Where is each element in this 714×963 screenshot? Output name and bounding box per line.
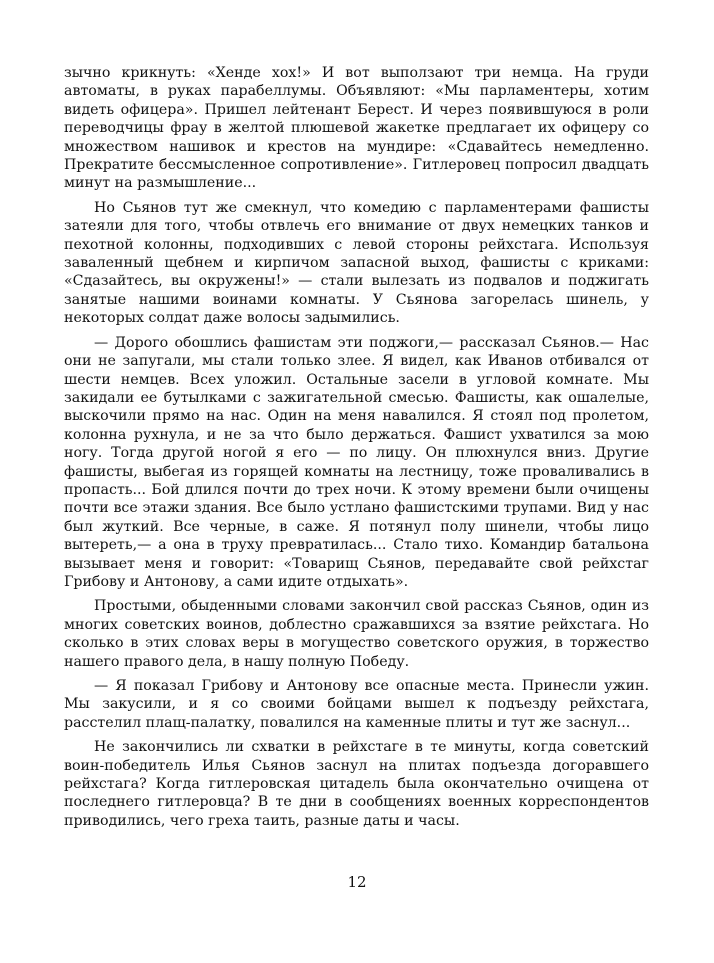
paragraph-1: зычно крикнуть: «Хенде хох!» И вот выползают три немца. На груди автоматы, в руках парабеллумы. Объявляют: «Мы парламентеры, хотим видеть офицера». Пришел лейтенант Берест. И через появившуюся в роли переводчицы фрау в желтой плюшевой жакетке предлагает их офицеру со множеством нашивок и крестов на мундире: «Сдавайтесь немедленно. Прекратите бессмысленное сопротивление». Гитлеровец попросил двадцать минут на размышление... [64, 65, 649, 192]
page-number: 12 [347, 873, 367, 891]
page-text-body [64, 64, 649, 836]
paragraph-2: Но Сьянов тут же смекнул, что комедию с парламентерами фашисты затеяли для того, чтобы отвлечь его внимание от двух немецких танков и пехотной колонны, подходивших с левой стороны рейхстага. Используя заваленный щебнем и кирпичом запасной выход, фашисты с криками: «Сдазайтесь, вы окружены!» — стали вылезать из подвалов и поджигать занятые нашими воинами комнаты. У Сьянова загорелась шинель, у некоторых солдат даже волосы задымились. [64, 199, 649, 327]
paragraph-4: Простыми, обыденными словами закончил свой рассказ Сьянов, один из многих советских воинов, доблестно сражавшихся за взятие рейхстага. Но сколько в этих словах веры в могущество советского оружия, в торжество нашего правого дела, в нашу полную Победу. [64, 598, 649, 670]
paragraph-6: Не закончились ли схватки в рейхстаге в те минуты, когда советский воин-победитель Илья Сьянов заснул на плитах подъезда догоравшего рейхстага? Когда гитлеровская цитадель была окончательно очищена от последнего гитлеровца? В те дни в сообщениях военных корреспондентов приводились, чего греха таить, разные даты и часы. [64, 739, 649, 829]
paragraph-3: — Дорого обошлись фашистам эти поджоги,— рассказал Сьянов.— Нас они не запугали, мы стали только злее. Я видел, как Иванов отбивался от шести немцев. Всех уложил. Остальные засели в угловой комнате. Мы закидали ее бутылками с зажигательной смесью. Фашисты, как ошалелые, выскочили прямо на нас. Один на меня навалился. Я стоял под пролетом, колонна рухнула, и не за что было держаться. Фашист ухватился за мою ногу. Тогда другой ногой я его — по лицу. Он плюхнулся вниз. Другие фашисты, выбегая из горящей комнаты на лестницу, тоже проваливались в пропасть... Бой длился почти до трех ночи. К этому времени были очищены почти все этажи здания. Все было устлано фашистскими трупами. Вид у нас был жуткий. Все черные, в саже. Я потянул полу шинели, чтобы лицо вытереть,— а она в труху превратилась... Стало тихо. Командир батальона вызывает меня и говорит: «Товарищ Сьянов, передавайте свой рейхстаг Грибову и Антонову, а сами идите отдыхать». [64, 334, 649, 590]
paragraph-5: — Я показал Грибову и Антонову все опасные места. Принесли ужин. Мы закусили, и я со своими бойцами вышел к подъезду рейхстага, расстелил плащ-палатку, повалился на каменные плиты и тут же заснул... [64, 678, 649, 731]
